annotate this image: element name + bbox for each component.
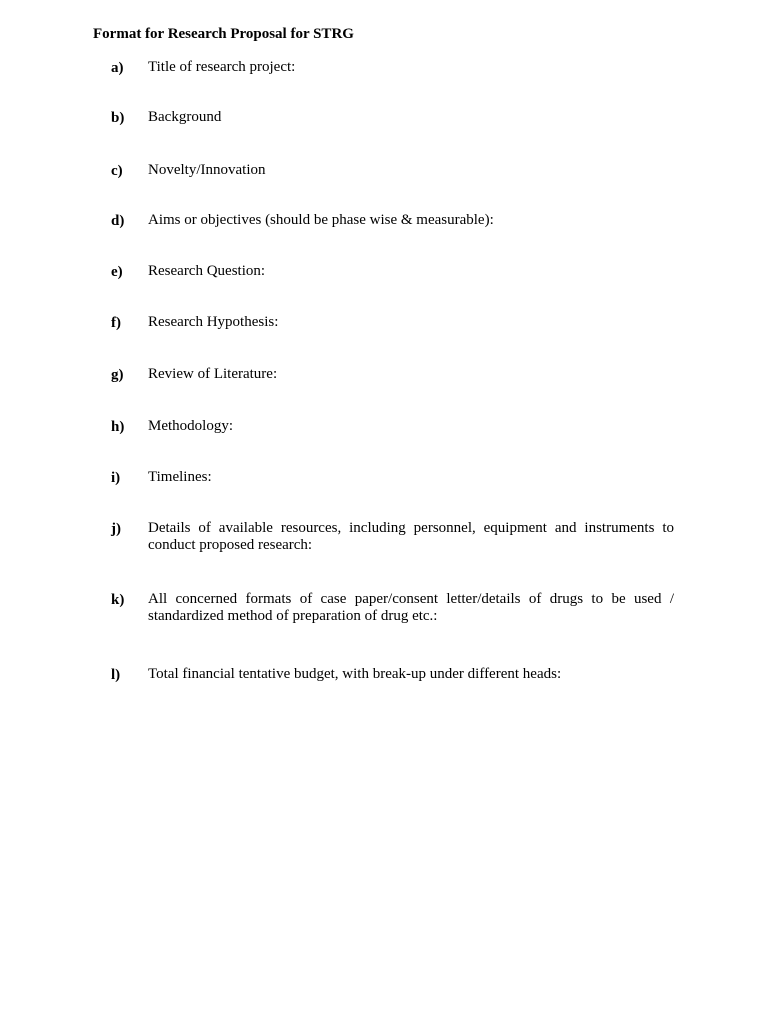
- item-letter: h): [111, 419, 125, 435]
- item-letter: i): [111, 470, 121, 486]
- item-text: Aims or objectives (should be phase wise & measurable):: [148, 212, 494, 228]
- item-letter: e): [111, 264, 123, 280]
- item-letter: a): [111, 60, 124, 76]
- item-letter: b): [111, 110, 125, 126]
- item-letter: f): [111, 315, 121, 331]
- item-text: Details of available resources, including personnel, equipment and instruments to conduct proposed research:: [148, 520, 674, 553]
- item-letter: j): [111, 521, 121, 537]
- document-title: Format for Research Proposal for STRG: [93, 26, 354, 42]
- item-text: Background: [148, 109, 222, 125]
- item-letter: k): [111, 592, 125, 608]
- item-text: Review of Literature:: [148, 366, 278, 382]
- item-text: Title of research project:: [148, 59, 296, 75]
- item-letter: g): [111, 367, 124, 383]
- item-text: Methodology:: [148, 418, 233, 434]
- item-text: Novelty/Innovation: [148, 162, 266, 178]
- item-text: Research Hypothesis:: [148, 314, 279, 330]
- item-letter: d): [111, 213, 125, 229]
- item-letter: l): [111, 667, 121, 683]
- item-letter: c): [111, 163, 123, 179]
- item-text: Timelines:: [148, 469, 212, 485]
- item-text: All concerned formats of case paper/consent letter/details of drugs to be used / standardized method of preparation of drug etc.:: [148, 591, 674, 624]
- item-text: Total financial tentative budget, with break-up under different heads:: [148, 666, 562, 682]
- item-text: Research Question:: [148, 263, 266, 279]
